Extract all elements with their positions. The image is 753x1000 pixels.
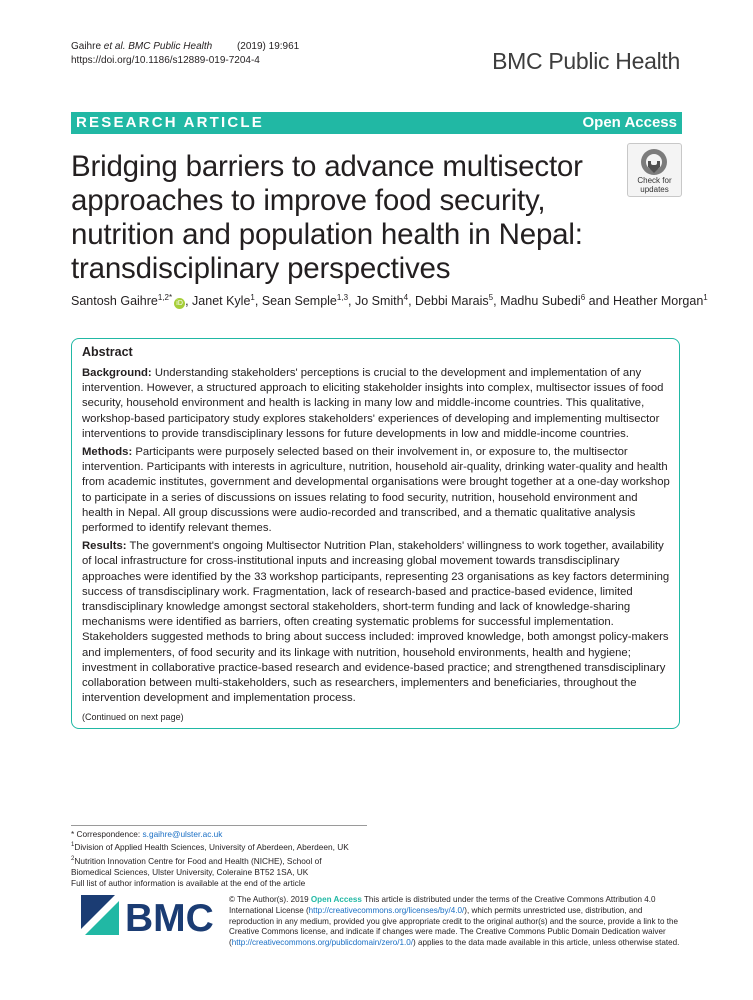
copyright-text: © The Author(s). 2019 (229, 895, 311, 904)
article-title: Bridging barriers to advance multisector approaches to improve food security, nutrition and population health in Nepal: transdisciplinary perspectives (71, 150, 583, 285)
orcid-icon[interactable]: iD (174, 298, 185, 309)
author-affiliation: 1 (703, 293, 708, 302)
author-name: Debbi Marais (415, 294, 489, 309)
author-affiliation: 1,2* (157, 293, 173, 302)
citation-etal: et al. (103, 41, 126, 52)
author-affiliation: 1,3 (336, 293, 349, 302)
check-for-updates-button[interactable] (627, 143, 682, 197)
author-info-note: Full list of author information is available at the end of the article (71, 878, 306, 889)
affiliation-number: 2 (71, 855, 75, 862)
author-separator: , (254, 294, 262, 309)
footnote-divider (71, 825, 367, 826)
author-separator: , (348, 294, 355, 309)
author-name: Heather Morgan (612, 294, 704, 309)
citation-year-volume: (2019) 19:961 (236, 41, 300, 52)
citation-journal: BMC Public Health (128, 41, 213, 52)
author-separator: , (408, 294, 416, 309)
journal-name: BMC Public Health (492, 48, 680, 74)
license-open-access: Open Access (310, 895, 362, 904)
section-text: Understanding stakeholders' perceptions is crucial to the development and implementation of any intervention. However, a structured approach to eliciting stakeholder insights into complex, multisector issues of food security, household environment and health is lacking in many low and middle-income countries. This qualitative, workshop-based participatory study explores stakeholders' experiences of developing and implementing multisector interventions to provide transdisciplinary lessons for future developments in low and middle-income countries. (82, 367, 664, 440)
affiliation-text: Division of Applied Health Sciences, University of Aberdeen, Aberdeen, UK (74, 842, 349, 853)
continued-note: (Continued on next page) (82, 712, 184, 723)
author-list (71, 293, 708, 309)
affiliation-2 (71, 854, 349, 867)
affiliation-1 (71, 840, 349, 853)
crossmark-icon (639, 147, 669, 177)
cc-by-link[interactable]: http://creativecommons.org/licenses/by/4.0/ (308, 905, 465, 915)
abstract-results (82, 539, 670, 706)
cc-zero-link[interactable]: http://creativecommons.org/publicdomain/zero/1.0/ (231, 938, 414, 948)
citation-header (71, 40, 299, 68)
section-label: Background: (82, 367, 152, 379)
article-type-banner (71, 112, 682, 134)
abstract-heading: Abstract (82, 345, 133, 359)
crossmark-label-line2: updates (640, 185, 669, 194)
affiliation-2-continued: Biomedical Sciences, Ulster University, Coleraine BT52 1SA, UK (71, 866, 309, 877)
bmc-logo (79, 893, 219, 937)
author-affiliation: 5 (488, 293, 494, 302)
author-name: Jo Smith (354, 294, 404, 309)
author-name: Janet Kyle (192, 294, 251, 309)
abstract-box (71, 338, 680, 729)
section-text: Participants were purposely selected based on their involvement in, or exposure to, the multisector intervention. Participants with interests in agriculture, nutrition, household air-quality, drinking water-quality and health from academic institutes, government and developmental organisations were brought together at a one-day workshop to participate in a series of discussions on issues relating to food security, nutrition, household environment and health in Nepal. All group discussions were audio-recorded and transcribed, and a thematic qualitative analysis performed to identify relevant themes. (82, 446, 670, 535)
crossmark-label (628, 176, 681, 194)
bmc-logo-mark (79, 893, 219, 937)
section-text: The government's ongoing Multisector Nutrition Plan, stakeholders' willingness to work together, availability of local infrastructure for cross-institutional inputs and increasing global movement towards transdisciplinary approaches were identified by the 33 workshop participants, representing 23 organisations as key factors determining success of transdisciplinary work. Fragmentation, lack of research-based and practice-based evidence, limited transdisciplinary knowledge amongst sectoral stakeholders, short-term funding and lack of knowledge-sharing mechanisms were identified as barriers, often creating systematic problems for successful implementation. Stakeholders suggested methods to bring about success included: improved knowledge, both amongst policy-makers and implementers, of food security and its linkage with nutrition, household environments, health and hygiene; investment in collaborative practice-based research and evidence-based practice; and strengthened transdisciplinary collaboration between multi-stakeholders, such as researchers, implementers and beneficiaries, throughout the intervention development and implementation process. (82, 540, 670, 705)
footnotes (71, 829, 349, 890)
author-name: Santosh Gaihre (71, 294, 158, 309)
bmc-logo-text: BMC (125, 897, 214, 937)
author-separator: and (585, 294, 613, 309)
article-type: RESEARCH ARTICLE (76, 114, 264, 131)
author-name: Sean Semple (261, 294, 337, 309)
license-text-part: ), which permits unrestricted use, distribution, and reproduction in any medium, provided you give appropriate credit to the original author(s) and the source, provide a link to the Creative Commons license, and indicate if changes were made. The Creative Commons Public Domain Dedication waiver ( (229, 905, 679, 948)
license-text-part: This article is distributed under the terms of the Creative Commons Attribution 4.0 International License ( (229, 895, 656, 915)
crossmark-label-line1: Check for (637, 176, 672, 185)
abstract-background (82, 366, 670, 442)
author-affiliation: 1 (250, 293, 255, 302)
section-label: Methods: (82, 446, 133, 459)
affiliation-text: Nutrition Innovation Centre for Food and Health (NICHE), School of (74, 855, 322, 866)
abstract-methods (82, 445, 670, 536)
correspondence-label: * Correspondence: (71, 829, 143, 839)
license-text (229, 895, 689, 949)
author-separator: , (493, 294, 501, 309)
author-affiliation: 4 (403, 293, 409, 302)
author-name: Madhu Subedi (500, 294, 581, 309)
open-access-label: Open Access (582, 114, 677, 131)
citation-authors: Gaihre (71, 41, 104, 52)
author-separator: , (185, 294, 193, 309)
license-text-part: ) applies to the data made available in this article, unless otherwise stated. (413, 938, 680, 948)
citation-line (71, 40, 299, 54)
author-affiliation: 6 (580, 293, 586, 302)
correspondence-line (71, 829, 349, 840)
affiliation-number: 1 (71, 842, 75, 849)
correspondence-email-link[interactable]: s.gaihre@ulster.ac.uk (142, 829, 223, 839)
doi-link[interactable]: https://doi.org/10.1186/s12889-019-7204-4 (71, 55, 260, 66)
section-label: Results: (82, 540, 127, 553)
